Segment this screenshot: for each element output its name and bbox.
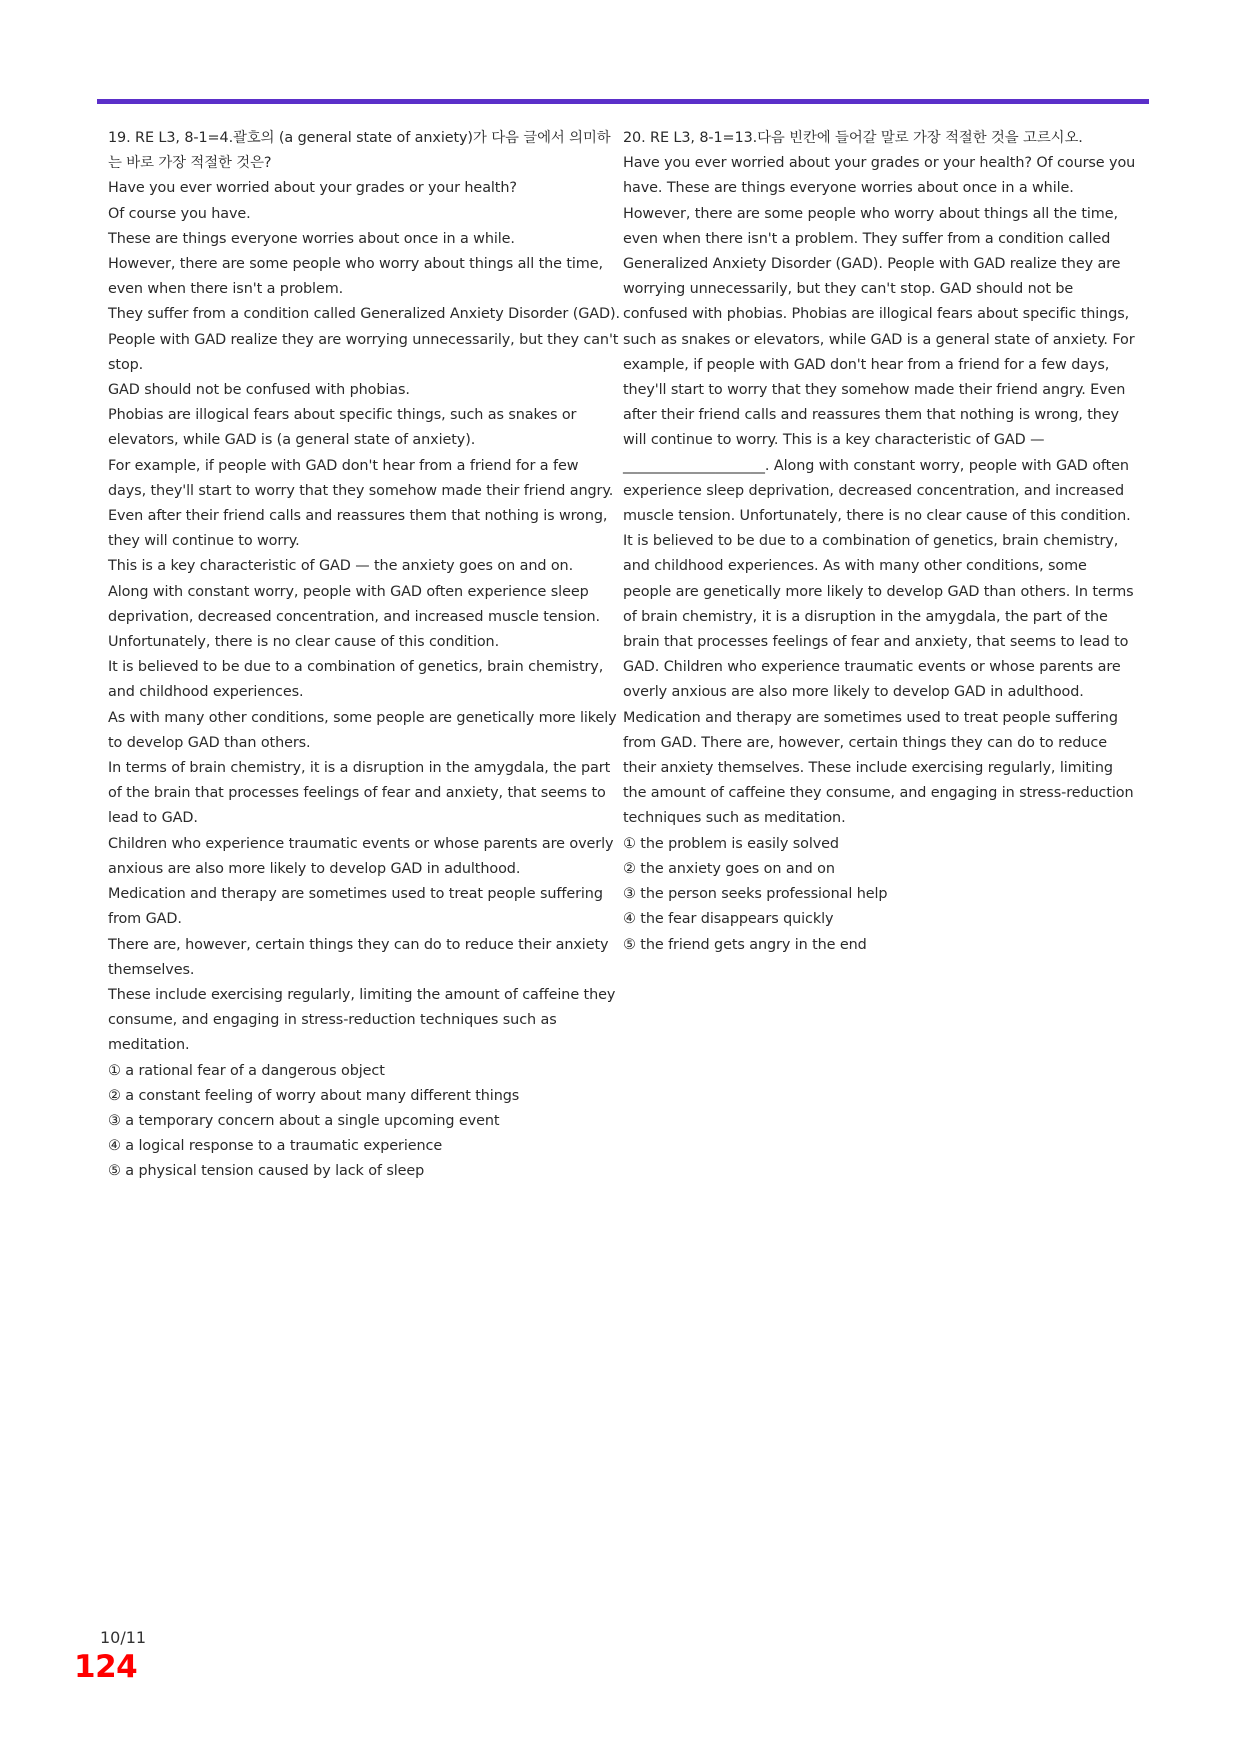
answer-option: ⑤ a physical tension caused by lack of sleep [108,1163,425,1180]
answer-option: ⑤ the friend gets angry in the end [623,936,867,953]
passage-line: These include exercising regularly, limiting the amount of caffeine they consume, and engaging in stress-reduction techniques such as meditation. [108,986,616,1054]
question-19 [108,126,620,1185]
answer-option: ④ the fear disappears quickly [623,911,834,928]
passage-line: Unfortunately, there is no clear cause of this condition. [108,634,500,651]
page-fraction: 10/11 [100,1628,147,1647]
passage-line: For example, if people with GAD don't hear from a friend for a few days, they'll start to worry that they somehow made their friend angry. [108,457,614,499]
question-header: 19. RE L3, 8-1=4.괄호의 (a general state of anxiety)가 다음 글에서 의미하는 바로 가장 적절한 것은? [108,130,611,172]
answer-option: ① the problem is easily solved [623,835,839,852]
answer-option: ① a rational fear of a dangerous object [108,1062,385,1079]
passage-line: These are things everyone worries about once in a while. [108,230,515,247]
page-number: 124 [74,1649,138,1685]
answer-option: ② a constant feeling of worry about many different things [108,1087,520,1104]
passage-line: Along with constant worry, people with GAD often experience sleep deprivation, decreased concentration, and increased muscle tension. [108,583,601,625]
question-20 [623,126,1138,958]
question-header: 20. RE L3, 8-1=13.다음 빈칸에 들어갈 말로 가장 적절한 것을 고르시오. [623,130,1083,146]
answer-option: ③ the person seeks professional help [623,886,888,903]
passage-line: As with many other conditions, some people are genetically more likely to develop GAD than others. [108,709,617,751]
passage-line: However, there are some people who worry about things all the time, even when there isn't a problem. [108,256,603,298]
passage-line: There are, however, certain things they can do to reduce their anxiety themselves. [108,936,609,978]
passage-line: It is believed to be due to a combination of genetics, brain chemistry, and childhood experiences. [108,659,604,701]
passage-line: GAD should not be confused with phobias. [108,382,410,399]
passage-line: Children who experience traumatic events or whose parents are overly anxious are also more likely to develop GAD in adulthood. [108,835,614,877]
passage-text: Have you ever worried about your grades or your health? Of course you have. These are things everyone worries about once in a while. However, there are some people who worry about things all the time, even when there isn't a problem. They suffer from a condition called Generalized Anxiety Disorder (GAD). People with GAD realize they are worrying unnecessarily, but they can't stop. GAD should not be confused with phobias. Phobias are illogical fears about specific things, such as snakes or elevators, while GAD is a general state of anxiety. For example, if people with GAD don't hear from a friend for a few days, they'll start to worry that they somehow made their friend angry. Even after their friend calls and reassures them that nothing is wrong, they will continue to worry. This is a key characteristic of GAD — ____________________. Along with constant worry, people with GAD often experience sleep deprivation, decreased concentration, and increased muscle tension. Unfortunately, there is no clear cause of this condition. It is believed to be due to a combination of genetics, brain chemistry, and childhood experiences. As with many other conditions, some people are genetically more likely to develop GAD than others. In terms of brain chemistry, it is a disruption in the amygdala, the part of the brain that processes feelings of fear and anxiety, that seems to lead to GAD. Children who experience traumatic events or whose parents are overly anxious are also more likely to develop GAD in adulthood. Medication and therapy are sometimes used to treat people suffering from GAD. There are, however, certain things they can do to reduce their anxiety themselves. These include exercising regularly, limiting the amount of caffeine they consume, and engaging in stress-reduction techniques such as meditation. [623,155,1136,827]
passage-line: People with GAD realize they are worrying unnecessarily, but they can't stop. [108,331,619,373]
passage-line: Have you ever worried about your grades or your health? [108,180,517,197]
passage-line: Medication and therapy are sometimes used to treat people suffering from GAD. [108,886,603,928]
answer-option: ③ a temporary concern about a single upcoming event [108,1112,500,1129]
header-rule [97,99,1149,104]
passage-line: This is a key characteristic of GAD — the anxiety goes on and on. [108,558,574,575]
passage-line: Phobias are illogical fears about specific things, such as snakes or elevators, while GAD is (a general state of anxiety). [108,407,577,449]
passage-line: Of course you have. [108,205,251,222]
passage-line: Even after their friend calls and reassures them that nothing is wrong, they will continue to worry. [108,508,608,550]
answer-option: ② the anxiety goes on and on [623,860,835,877]
passage-line: They suffer from a condition called Generalized Anxiety Disorder (GAD). [108,306,621,323]
answer-option: ④ a logical response to a traumatic experience [108,1138,443,1155]
passage-line: In terms of brain chemistry, it is a disruption in the amygdala, the part of the brain that processes feelings of fear and anxiety, that seems to lead to GAD. [108,760,611,827]
